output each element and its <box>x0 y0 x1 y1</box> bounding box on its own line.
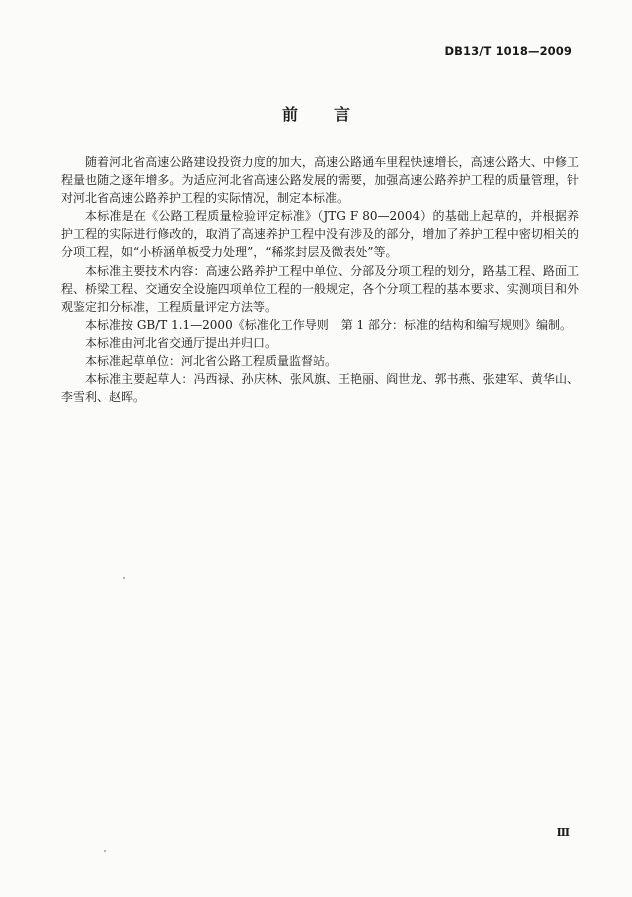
scan-speck <box>104 850 106 852</box>
scan-speck <box>123 577 125 579</box>
paragraph-basis: 本标准是在《公路工程质量检验评定标准》（JTG F 80—2004）的基础上起草的，并根据养护工程的实际进行修改的，取消了高速养护工程中没有涉及的部分，增加了养护工程中密切相关的分项工程，如“小桥涵单板受力处理”，“稀浆封层及微表处”等。 <box>61 209 579 260</box>
page-number: Ⅲ <box>556 826 570 839</box>
paragraph-background: 随着河北省高速公路建设投资力度的加大，高速公路通车里程快速增长，高速公路大、中修工程量也随之逐年增多。为适应河北省高速公路发展的需要，加强高速公路养护工程的质量管理，针对河北省高速公路养护工程的实际情况，制定本标准。 <box>61 155 579 206</box>
page-title: 前言 <box>281 105 386 124</box>
paragraph-technical-content: 本标准主要技术内容：高速公路养护工程中单位、分部及分项工程的划分，路基工程、路面工程、桥梁工程、交通安全设施四项单位工程的一般规定，各个分项工程的基本要求、实测项目和外观鉴定扣分标准，工程质量评定方法等。 <box>61 263 579 314</box>
paragraph-drafting-unit: 本标准起草单位：河北省公路工程质量监督站。 <box>85 354 338 369</box>
paragraph-drafters: 本标准主要起草人：冯西禄、孙庆林、张风旗、王艳丽、阎世龙、郭书燕、张建军、黄华山、李雪利、赵晖。 <box>61 372 579 405</box>
paragraph-drafting-rules: 本标准按 GB/T 1.1—2000《标准化工作导则 第 1 部分：标准的结构和编写规则》编制。 <box>85 317 572 332</box>
paragraph-proposer: 本标准由河北省交通厅提出并归口。 <box>85 335 278 350</box>
standard-code: DB13/T 1018—2009 <box>444 44 572 58</box>
foreword-body <box>61 153 579 406</box>
